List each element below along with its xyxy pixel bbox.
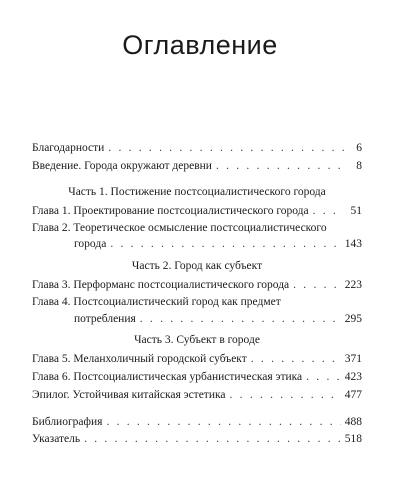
part-heading-3: Часть 3. Субъект в городе (134, 334, 260, 346)
toc-entry-chapter-1[interactable] (32, 203, 362, 219)
dot-leader (84, 431, 341, 447)
part-heading-2: Часть 2. Город как субъект (131, 260, 263, 272)
toc-entry-label: Эпилог. Устойчивая китайская эстетика (32, 389, 226, 401)
toc-entry-introduction[interactable] (32, 158, 362, 174)
toc-entry-label: Указатель (32, 433, 81, 445)
toc-entry-label: Введение. Города окружают деревни (32, 160, 212, 172)
toc-entry-label: Глава 5. Меланхоличный городской субъект (32, 353, 247, 365)
toc-page-number: 223 (344, 279, 362, 291)
part-heading-1: Часть 1. Постижение постсоциалистического города (68, 186, 326, 198)
dot-leader (140, 311, 341, 327)
toc-page-number: 423 (344, 371, 362, 383)
toc-entry-label: Глава 1. Проектирование постсоциалистического города (32, 205, 309, 217)
toc-page-number: 8 (356, 160, 362, 172)
toc-entry-chapter-6[interactable] (32, 369, 362, 385)
page-title: Оглавление (122, 30, 278, 60)
dot-leader (106, 414, 340, 430)
toc-entry-chapter-3[interactable] (32, 277, 362, 293)
toc-entry-label: потребления (74, 313, 136, 325)
toc-entry-label: города (74, 238, 107, 250)
toc-page-number: 488 (344, 416, 362, 428)
toc-page-number: 143 (344, 238, 362, 250)
dot-leader (251, 351, 341, 367)
toc-entry-label: Глава 6. Постсоциалистическая урбанистическая этика (32, 371, 303, 383)
toc-entry-chapter-4[interactable] (32, 311, 362, 327)
dot-leader (306, 369, 341, 385)
toc-page-number: 477 (344, 389, 362, 401)
toc-page-number: 6 (356, 142, 362, 154)
toc-entry-label: Библиография (32, 416, 103, 428)
toc-entry-index[interactable] (32, 431, 362, 447)
dot-leader (313, 203, 344, 219)
toc-entry-epilogue[interactable] (32, 387, 362, 403)
dot-leader (108, 140, 344, 156)
dot-leader (293, 277, 341, 293)
toc-page-number: 371 (344, 353, 362, 365)
dot-leader (110, 236, 340, 252)
toc-entry-chapter-4-line1[interactable]: Глава 4. Постсоциалистический город как предмет (32, 296, 281, 308)
dot-leader (216, 158, 344, 174)
toc-entry-chapter-5[interactable] (32, 351, 362, 367)
toc-entry-bibliography[interactable] (32, 414, 362, 430)
toc-page-number: 518 (344, 433, 362, 445)
toc-entry-chapter-2-line1[interactable]: Глава 2. Теоретическое осмысление постсоциалистического (32, 222, 327, 234)
toc-entry-chapter-2[interactable] (32, 236, 362, 252)
toc-entry-acknowledgements[interactable] (32, 140, 362, 156)
dot-leader (230, 387, 341, 403)
toc-entry-label: Благодарности (32, 142, 105, 154)
toc-entry-label: Глава 3. Перформанс постсоциалистического города (32, 279, 290, 291)
toc-page-number: 51 (350, 205, 362, 217)
toc-page-number: 295 (344, 313, 362, 325)
